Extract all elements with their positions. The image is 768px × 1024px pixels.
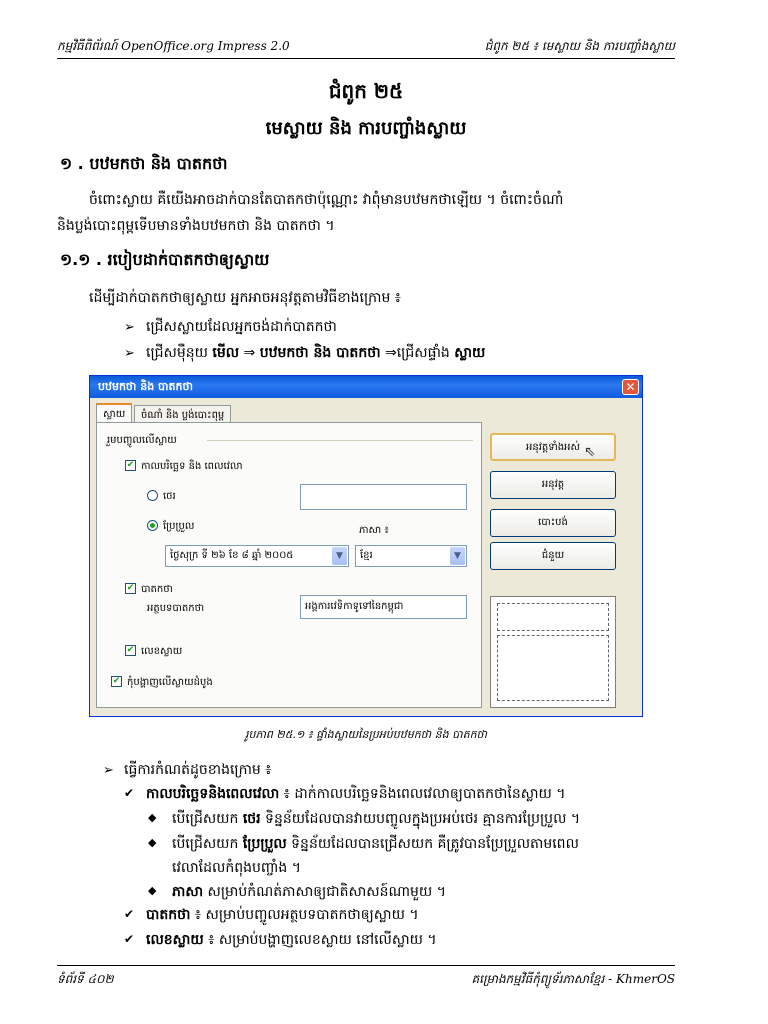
footer-desc: ៖ សម្រាប់បញ្ចូលអត្ថបទបាតកថាឲ្យស្លាយ ។ — [190, 907, 419, 923]
slide-tab-panel — [96, 422, 482, 708]
section11-intro: ដើម្បីដាក់បាតកថាឲ្យស្លាយ អ្នកអាចអនុវត្តតាមវិធីខាងក្រោម ៖ — [89, 290, 401, 306]
mouse-cursor-icon: ⇖ — [584, 444, 596, 460]
slide-number-checkbox[interactable]: ✔ — [126, 645, 135, 655]
footer-text-input[interactable]: អង្គការវេទិកាទូទៅនៃកម្ពុជា — [300, 595, 467, 619]
chevron-down-icon[interactable]: ▼ — [332, 547, 347, 565]
header-left: កម្មវិធីពិព័រណ៍ OpenOffice.org Impress 2.0 — [57, 39, 290, 53]
footer-text-label: អត្ថបទបាតកថា — [147, 603, 205, 614]
language-label: ភាសា ៖ — [359, 525, 389, 536]
step-2 — [146, 340, 485, 366]
preview-body-area — [497, 635, 609, 701]
language-desc: សម្រាប់កំណត់ភាសាឲ្យជាតិសាសន៍ណាមួយ ។ — [203, 884, 446, 900]
slidenum-desc: ៖ សម្រាប់បង្ហាញលេខស្លាយ នៅលើស្លាយ ។ — [203, 932, 437, 948]
step-2-prefix: ជ្រើសម៉ឺនុយ — [146, 345, 213, 361]
chapter-subtitle: មេស្លាយ និង ការបញ្ចាំងស្លាយ — [265, 118, 467, 139]
language-value: ខ្មែរ — [360, 550, 373, 561]
step-2-tab-prefix: ជ្រើសផ្ទាំង — [396, 345, 455, 361]
no-title-slide-checkbox[interactable]: ✔ — [112, 676, 121, 686]
fixed-input[interactable] — [300, 484, 467, 510]
footer-term: បាតកថា — [146, 907, 191, 923]
footer-checkbox[interactable]: ✔ — [126, 583, 135, 593]
diamond-bullet-icon: ◆ — [148, 811, 157, 824]
header-rule — [57, 58, 675, 59]
checkmark-bullet-icon: ✔ — [124, 786, 135, 800]
tab-slide[interactable]: ស្លាយ — [96, 403, 132, 423]
figure-caption: រូបភាព ២៥.១ ៖ ផ្ទាំងស្លាយនៃប្រអប់បឋមកថា និង បាតកថា — [244, 728, 488, 741]
footer-rule — [57, 965, 675, 966]
apply-to-all-button[interactable]: អនុវត្តទាំងអស់ — [490, 433, 616, 461]
step-2-tab: ស្លាយ — [454, 345, 486, 361]
datetime-checkbox[interactable]: ✔ — [126, 460, 135, 470]
checkmark-bullet-icon: ✔ — [124, 932, 135, 946]
section1-paragraph-line2: និងប្លង់បោះពុម្ពទើបមានទាំងបឋមកថា និង បាតកថា ។ — [57, 218, 335, 234]
step-2-item: បឋមកថា និង បាតកថា — [259, 345, 381, 361]
preview-title-area — [497, 603, 609, 631]
datetime-desc: ៖ ដាក់កាលបរិច្ឆេទនិងពេលវេលាឲ្យបាតកថានៃស្លាយ ។ — [279, 786, 566, 802]
chevron-down-icon[interactable]: ▼ — [450, 547, 465, 565]
datetime-label: កាលបរិច្ឆេទ និង ពេលវេលា — [141, 461, 243, 472]
step-1: ជ្រើសស្លាយដែលអ្នកចង់ដាក់បាតកថា — [146, 319, 337, 335]
chapter-title: ជំពូក ២៥ — [328, 79, 404, 103]
dialog-title: បឋមកថា និង បាតកថា — [90, 376, 642, 398]
list-intro: ធ្វើការកំណត់ដូចខាងក្រោម ៖ — [124, 762, 272, 778]
diamond-bullet-icon: ◆ — [148, 884, 157, 897]
footer-label: បាតកថា — [141, 584, 173, 595]
list-arrow-icon: ➢ — [103, 763, 114, 778]
date-format-value: ថ្ងៃសុក្រ ទី ២៦ ខែ ៨ ឆ្នាំ ២០០៥ — [170, 550, 294, 561]
group-divider — [207, 440, 473, 441]
help-button[interactable]: ជំនួយ — [490, 542, 616, 570]
fixed-term: ថេរ — [242, 811, 261, 827]
list-item-footer — [146, 902, 419, 928]
arrow-icon: ⇒ — [243, 345, 256, 361]
section-heading-1: ១ . បឋមកថា និង បាតកថា — [60, 154, 228, 173]
list-item-fixed — [172, 806, 580, 832]
close-icon[interactable]: ✕ — [622, 379, 639, 395]
variable-term: ប្រែប្រួល — [242, 836, 287, 852]
step-2-menu: មើល — [212, 345, 240, 361]
date-format-select[interactable] — [165, 545, 349, 567]
arrow-icon: ⇒ — [385, 345, 397, 361]
section1-paragraph-line1: ចំពោះស្លាយ គឺយើងអាចដាក់បានតែបាតកថាប៉ុណ្ណោះ វាពុំមានបឋមកថាឡើយ ។ ចំពោះចំណាំ — [89, 192, 564, 208]
checkmark-bullet-icon: ✔ — [124, 907, 135, 921]
section-heading-1-1: ១.១ . របៀបដាក់បាតកថាឲ្យស្លាយ — [60, 250, 270, 269]
list-item-variable-cont: វេលាដែលកំពុងបញ្ចាំង ។ — [172, 860, 301, 876]
variable-desc: ទិន្នន័យដែលបានជ្រើសយក គឺត្រូវបានប្រែប្រួលតាមពេល — [286, 836, 579, 852]
list-item-slidenum — [146, 927, 437, 953]
fixed-label: ថេរ — [163, 491, 176, 502]
fixed-desc: ទិន្នន័យដែលបានវាយបញ្ចូលក្នុងប្រអប់ថេរ គ្មានការប្រែប្រួល ។ — [260, 811, 581, 827]
datetime-term: កាលបរិច្ឆេទនិងពេលវេលា — [146, 786, 280, 802]
variable-radio[interactable] — [147, 520, 158, 531]
list-arrow-icon: ➢ — [124, 320, 135, 335]
slide-preview — [490, 596, 616, 708]
list-item-variable — [172, 831, 579, 857]
cancel-button[interactable]: បោះបង់ — [490, 509, 616, 537]
diamond-bullet-icon: ◆ — [148, 836, 157, 849]
language-select[interactable] — [355, 545, 467, 567]
fixed-radio[interactable] — [147, 490, 158, 501]
list-arrow-icon: ➢ — [124, 346, 135, 361]
list-item-datetime — [146, 781, 566, 807]
no-title-slide-label: កុំបង្ហាញលើស្លាយដំបូង — [127, 677, 213, 688]
footer-left: ទំព័រទី ៤០២ — [57, 972, 114, 986]
tab-notes-handouts[interactable]: ចំណាំ និង ប្លង់បោះពុម្ព — [134, 405, 231, 423]
variable-prefix: បើជ្រើសយក — [172, 836, 243, 852]
slidenum-term: លេខស្លាយ — [146, 932, 204, 948]
slide-number-label: លេខស្លាយ — [141, 646, 183, 657]
variable-label: ប្រែប្រួល — [163, 521, 195, 532]
fixed-prefix: បើជ្រើសយក — [172, 811, 243, 827]
apply-button[interactable]: អនុវត្ត — [490, 471, 616, 499]
header-right: ជំពូក ២៥ ៖ មេស្លាយ និង ការបញ្ចាំងស្លាយ — [484, 39, 675, 53]
footer-right: គម្រោងកម្មវិធីកុំព្យូទ័រភាសាខ្មែរ - KhmerOS — [471, 972, 675, 986]
group-label: រួមបញ្ចូលលើស្លាយ — [107, 435, 177, 446]
language-term: ភាសា — [172, 884, 204, 900]
header-footer-dialog — [89, 375, 643, 717]
